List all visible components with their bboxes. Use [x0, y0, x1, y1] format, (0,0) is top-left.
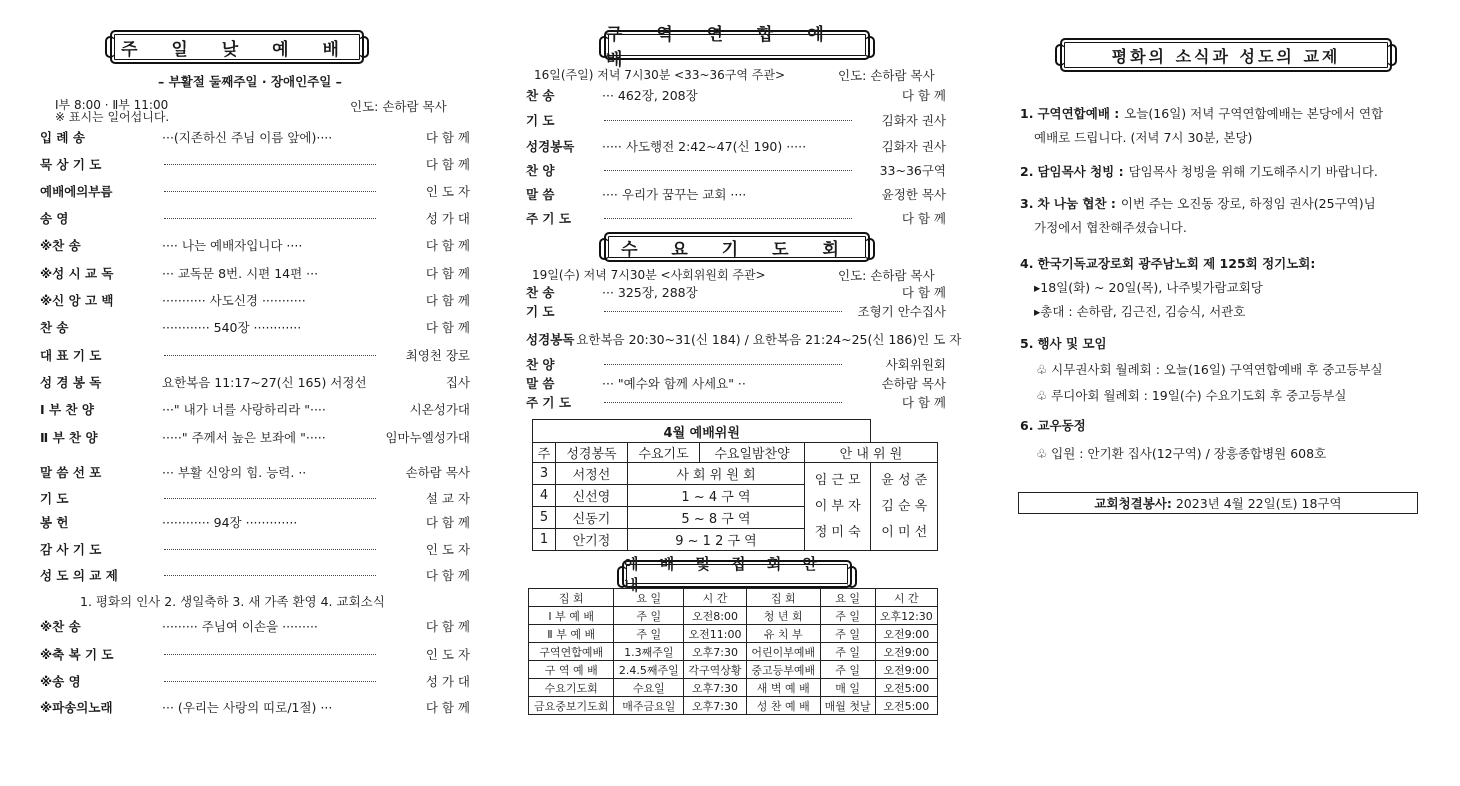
schedule-cell: 매월 첫날: [820, 697, 875, 715]
committee-header: 안 내 위 원: [804, 443, 937, 463]
schedule-cell: 중고등부예배: [746, 661, 820, 679]
committee-cell: 사 회 위 원 회: [628, 463, 805, 485]
wednesday-order-row: [526, 330, 962, 348]
news-item-number: 1.: [1020, 106, 1034, 121]
news-item: [1020, 162, 1378, 180]
schedule-cell: 오전9:00: [875, 643, 937, 661]
fellowship-note: 1. 평화의 인사 2. 생일축하 3. 새 가족 환영 4. 교회소식: [80, 594, 385, 609]
order-person: 다 함 께: [425, 515, 470, 530]
order-person: 다 함 께: [425, 320, 470, 335]
sunday-leader: 인도: 손하람 목사: [350, 99, 447, 114]
order-label: 성 경 봉 독: [40, 375, 102, 390]
order-person: 다 함 께: [425, 130, 470, 145]
order-person: 윤정한 목사: [881, 187, 946, 202]
order-person: 시온성가대: [409, 402, 470, 417]
order-label: ※찬 송: [40, 619, 81, 634]
sunday-service-title: 주 일 낮 예 배: [110, 30, 364, 64]
order-detail: 요한복음 20:30~31(신 184) / 요한복음 21:24~25(신 186): [576, 332, 918, 347]
usher-name: 김 순 옥: [881, 498, 928, 514]
standing-note: ※ 표시는 일어섭니다.: [55, 110, 170, 124]
schedule-cell: 청 년 회: [746, 607, 820, 625]
usher-name: 이 부 자: [814, 498, 861, 514]
committee-table: [532, 419, 938, 551]
sunday-order-row: [40, 489, 470, 507]
order-label: ※송 영: [40, 674, 81, 689]
news-item: [1020, 194, 1376, 212]
district-service-meta: 16일(주일) 저녁 7시30분 <33~36구역 주관>: [534, 68, 786, 82]
schedule-cell: 1.3째주일: [614, 643, 684, 661]
cleaning-box: [1018, 492, 1418, 514]
schedule-header: 요 일: [614, 589, 684, 607]
order-detail: ·····" 주께서 높은 보좌에 "·····: [162, 430, 326, 445]
order-person: 다 함 께: [425, 619, 470, 634]
order-label: 예배에의부름: [40, 184, 113, 199]
news-title: 평화의 소식과 성도의 교제: [1060, 38, 1392, 72]
schedule-cell: 유 치 부: [746, 625, 820, 643]
order-label: 주 기 도: [526, 395, 571, 410]
news-item-number: 3.: [1020, 196, 1034, 211]
order-label: ※신 앙 고 백: [40, 293, 114, 308]
order-label: 성 도 의 교 제: [40, 568, 118, 583]
order-detail: ····· 사도행전 2:42~47(신 190) ·····: [602, 139, 807, 154]
wednesday-order-row: [526, 374, 946, 392]
order-person: 다 함 께: [901, 88, 946, 103]
committee-cell: 4: [533, 485, 556, 507]
order-label: 찬 양: [526, 163, 555, 178]
order-detail: [164, 355, 376, 356]
schedule-cell: 오후7:30: [684, 697, 747, 715]
order-person: 최영천 장로: [405, 348, 470, 363]
schedule-cell: Ⅱ 부 예 배: [529, 625, 614, 643]
district-order-row: [526, 111, 946, 129]
committee-cell: 안기정: [555, 529, 627, 551]
schedule-cell: 오후12:30: [875, 607, 937, 625]
schedule-header: 시 간: [875, 589, 937, 607]
order-detail: [164, 218, 376, 219]
news-item-text: 오늘(16일) 저녁 구역연합예배는 본당에서 연합: [1124, 106, 1384, 121]
order-label: ※찬 송: [40, 238, 81, 253]
news-item-text-cont: 예배로 드립니다. (저녁 7시 30분, 본당): [1034, 130, 1253, 145]
committee-cell: 서정선: [555, 463, 627, 485]
order-label: ※파송의노래: [40, 700, 113, 715]
order-person: 다 함 께: [901, 211, 946, 226]
order-detail: ··· "예수와 함께 사세요" ··: [602, 376, 746, 391]
news-item-number: 4.: [1020, 256, 1034, 271]
news-item-number: 6.: [1020, 418, 1034, 433]
schedule-header: 요 일: [820, 589, 875, 607]
order-detail: [164, 575, 376, 576]
wednesday-order-row: [526, 393, 946, 411]
news-item: [1020, 416, 1091, 434]
district-order-row: [526, 209, 946, 227]
order-detail: [604, 364, 842, 365]
order-person: 집사: [445, 375, 470, 390]
order-person: 인 도 자: [425, 647, 470, 662]
order-label: 찬 양: [526, 357, 555, 372]
news-item-number: 2.: [1020, 164, 1034, 179]
schedule-title: 예 배 및 집 회 안 내: [622, 560, 852, 588]
order-label: 성경봉독: [526, 139, 575, 154]
sunday-order-row: [40, 128, 470, 146]
order-person: 임마누엘성가대: [385, 430, 470, 445]
committee-cell: 신동기: [555, 507, 627, 529]
order-person: 성 가 대: [425, 211, 470, 226]
order-label: Ⅱ 부 찬 양: [40, 430, 98, 445]
order-person: 인 도 자: [425, 184, 470, 199]
committee-cell: 신선영: [555, 485, 627, 507]
sunday-order-row: [40, 291, 470, 309]
sunday-order-row: [40, 264, 470, 282]
schedule-cell: 2.4.5째주일: [614, 661, 684, 679]
order-detail: [164, 549, 376, 550]
district-service-title: 구 역 연 합 예 배: [604, 30, 870, 60]
sunday-order-row: [40, 318, 470, 336]
order-person: 성 가 대: [425, 674, 470, 689]
order-detail: ··· 교독문 8번. 시편 14편 ···: [162, 266, 319, 281]
news-item: [1020, 334, 1112, 352]
sunday-order-row: [40, 182, 470, 200]
order-label: 봉 헌: [40, 515, 69, 530]
committee-header: 수요일밤찬양: [700, 443, 805, 463]
order-label: ※성 시 교 독: [40, 266, 114, 281]
committee-cell: 5 ~ 8 구 역: [628, 507, 805, 529]
order-person: 사회위원회: [885, 357, 946, 372]
news-item-heading: 구역연합예배 :: [1037, 106, 1120, 121]
district-service-leader: 인도: 손하람 목사: [838, 68, 935, 83]
service-times: Ⅰ부 8:00 · Ⅱ부 11:00: [55, 98, 169, 112]
presbytery-delegates: ▸총대 : 손하람, 김근진, 김승식, 서관호: [1034, 304, 1246, 319]
event-line: ♧ 시무권사회 월례회 : 오늘(16일) 구역연합예배 후 중고등부실: [1036, 362, 1383, 377]
order-label: 기 도: [40, 491, 69, 506]
schedule-cell: 매주금요일: [614, 697, 684, 715]
order-label: 말 씀: [526, 376, 555, 391]
order-label: 기 도: [526, 113, 555, 128]
order-detail: ··········· 사도신경 ···········: [162, 293, 306, 308]
schedule-cell: 오후7:30: [684, 643, 747, 661]
order-person: 인 도 자: [425, 542, 470, 557]
order-person: 설 교 자: [425, 491, 470, 506]
schedule-cell: 주 일: [820, 607, 875, 625]
order-person: 손하람 목사: [881, 376, 946, 391]
wednesday-order-row: [526, 283, 946, 301]
order-person: 다 함 께: [901, 395, 946, 410]
district-order-row: [526, 185, 946, 203]
order-detail: ··· 부활 신앙의 힘. 능력. ··: [162, 465, 307, 480]
wednesday-prayer-title: 수 요 기 도 회: [604, 232, 870, 262]
news-item-heading: 행사 및 모임: [1037, 336, 1107, 351]
committee-cell: 5: [533, 507, 556, 529]
order-detail: [164, 164, 376, 165]
order-label: 찬 송: [526, 88, 555, 103]
news-item: [1020, 104, 1383, 122]
order-label: 찬 송: [526, 285, 555, 300]
schedule-cell: 오전8:00: [684, 607, 747, 625]
order-detail: ············ 94장 ·············: [162, 515, 298, 530]
order-label: 말 씀 선 포: [40, 465, 102, 480]
order-detail: [604, 218, 852, 219]
sunday-order-row: [40, 346, 470, 364]
sunday-order-row: [40, 428, 470, 446]
order-person: 다 함 께: [425, 700, 470, 715]
schedule-cell: 오전5:00: [875, 697, 937, 715]
wednesday-leader: 인도: 손하람 목사: [838, 268, 935, 283]
schedule-cell: 금요중보기도회: [529, 697, 614, 715]
order-detail: 요한복음 11:17~27(신 165) 서정선: [162, 375, 367, 390]
order-label: 주 기 도: [526, 211, 571, 226]
order-detail: [164, 191, 376, 192]
order-person: 다 함 께: [425, 157, 470, 172]
committee-header: 주: [533, 443, 556, 463]
order-detail: [604, 311, 842, 312]
usher-name: 윤 성 준: [881, 472, 928, 488]
order-person: 다 함 께: [425, 568, 470, 583]
news-item-heading: 교우동정: [1037, 418, 1086, 433]
schedule-cell: 주 일: [820, 661, 875, 679]
order-person: 김화자 권사: [881, 139, 946, 154]
wednesday-order-row: [526, 302, 946, 320]
order-label: 입 례 송: [40, 130, 85, 145]
order-detail: [604, 402, 842, 403]
order-detail: ···" 내가 너를 사랑하리라 "····: [162, 402, 326, 417]
order-detail: ···(지존하신 주님 이름 앞에)····: [162, 130, 333, 145]
order-detail: ···· 나는 예배자입니다 ····: [162, 238, 303, 253]
district-order-row: [526, 86, 946, 104]
order-person: 다 함 께: [425, 238, 470, 253]
committee-cell: 1: [533, 529, 556, 551]
schedule-cell: 성 찬 예 배: [746, 697, 820, 715]
order-label: 찬 송: [40, 320, 69, 335]
sunday-order-row: [40, 540, 470, 558]
committee-cell: 3: [533, 463, 556, 485]
committee-cell: 1 ~ 4 구 역: [628, 485, 805, 507]
order-detail: [164, 498, 376, 499]
order-label: 감 사 기 도: [40, 542, 102, 557]
order-label: 말 씀: [526, 187, 555, 202]
order-label: 묵 상 기 도: [40, 157, 102, 172]
order-label: 송 영: [40, 211, 69, 226]
sunday-order-row: [40, 373, 470, 391]
sunday-order-row: [40, 513, 470, 531]
schedule-header: 시 간: [684, 589, 747, 607]
schedule-cell: 매 일: [820, 679, 875, 697]
event-line: ♧ 루디아회 월례회 : 19일(수) 수요기도회 후 중고등부실: [1036, 388, 1347, 403]
order-person: 김화자 권사: [881, 113, 946, 128]
sunday-order-row: [40, 566, 470, 584]
sunday-order-row: [40, 645, 470, 663]
order-detail: [164, 654, 376, 655]
news-item-text: 이번 주는 오진동 장로, 하정임 권사(25구역)님: [1120, 196, 1376, 211]
member-news: ♧ 입원 : 안기환 집사(12구역) / 장흥종합병원 608호: [1036, 446, 1327, 461]
sunday-order-row: [40, 672, 470, 690]
schedule-header: 집 회: [529, 589, 614, 607]
schedule-cell: 주 일: [820, 643, 875, 661]
news-item-heading: 차 나눔 협찬 :: [1037, 196, 1116, 211]
order-person: 손하람 목사: [405, 465, 470, 480]
order-label: 기 도: [526, 304, 555, 319]
schedule-cell: 오전11:00: [684, 625, 747, 643]
order-detail: ···· 우리가 꿈꾸는 교회 ····: [602, 187, 747, 202]
usher-name: 정 미 숙: [814, 524, 861, 540]
news-item-heading: 담임목사 청빙 :: [1037, 164, 1124, 179]
schedule-cell: 구역연합예배: [529, 643, 614, 661]
wednesday-order-row: [526, 355, 946, 373]
sunday-order-row: [40, 209, 470, 227]
order-detail: ··· (우리는 사랑의 띠로/1절) ···: [162, 700, 333, 715]
cleaning-label: 교회청결봉사:: [1094, 496, 1172, 511]
schedule-table: [528, 588, 938, 715]
order-person: 다 함 께: [425, 266, 470, 281]
news-item-text-cont: 가정에서 협찬해주셨습니다.: [1034, 220, 1187, 235]
committee-header: 수요기도: [628, 443, 700, 463]
news-item-text: 담임목사 청빙을 위해 기도해주시기 바랍니다.: [1128, 164, 1378, 179]
sunday-order-row: [40, 236, 470, 254]
usher-name: 임 근 모: [814, 472, 861, 488]
cleaning-date: 2023년 4월 22일(토) 18구역: [1175, 496, 1342, 511]
sunday-order-row: [40, 155, 470, 173]
schedule-cell: 주 일: [614, 607, 684, 625]
committee-cell: 9 ~ 1 2 구 역: [628, 529, 805, 551]
schedule-cell: 오전5:00: [875, 679, 937, 697]
news-item-heading: 한국기독교장로회 광주남노회 제 125회 정기노회:: [1037, 256, 1316, 271]
sunday-order-row: [40, 463, 470, 481]
order-label: 성경봉독: [526, 332, 575, 347]
schedule-cell: 오후7:30: [684, 679, 747, 697]
order-person: 조형기 안수집사: [857, 304, 946, 319]
usher-name: 이 미 선: [881, 524, 928, 540]
order-person: 인 도 자: [917, 332, 962, 347]
order-person: 다 함 께: [425, 293, 470, 308]
schedule-cell: 오전9:00: [875, 661, 937, 679]
news-item: [1020, 254, 1320, 272]
schedule-cell: 구 역 예 배: [529, 661, 614, 679]
news-item-number: 5.: [1020, 336, 1034, 351]
schedule-cell: 수요일: [614, 679, 684, 697]
schedule-cell: 새 벽 예 배: [746, 679, 820, 697]
order-detail: ··· 325장, 288장: [602, 285, 698, 300]
sunday-order-row: [40, 617, 470, 635]
order-label: ※축 복 기 도: [40, 647, 114, 662]
sunday-subtitle: – 부활절 둘째주일 · 장애인주일 –: [158, 74, 342, 89]
order-detail: [164, 681, 376, 682]
order-label: Ⅰ 부 찬 양: [40, 402, 94, 417]
schedule-cell: 어린이부예배: [746, 643, 820, 661]
district-order-row: [526, 137, 946, 155]
schedule-cell: 오전9:00: [875, 625, 937, 643]
order-detail: [604, 170, 852, 171]
committee-title: 4월 예배위원: [533, 420, 871, 443]
schedule-cell: 주 일: [614, 625, 684, 643]
order-person: 33~36구역: [879, 163, 946, 178]
committee-header: 성경봉독: [555, 443, 627, 463]
schedule-header: 집 회: [746, 589, 820, 607]
schedule-cell: 주 일: [820, 625, 875, 643]
order-detail: ··· 462장, 208장: [602, 88, 698, 103]
usher-column-1: [804, 463, 871, 551]
schedule-cell: 각구역상황: [684, 661, 747, 679]
district-order-row: [526, 161, 946, 179]
sunday-order-row: [40, 698, 470, 716]
order-label: 대 표 기 도: [40, 348, 102, 363]
sunday-order-row: [40, 400, 470, 418]
order-person: 다 함 께: [901, 285, 946, 300]
order-detail: ········· 주님여 이손을 ·········: [162, 619, 318, 634]
order-detail: [604, 120, 852, 121]
presbytery-dates: ▸18일(화) ~ 20일(목), 나주빛가람교회당: [1034, 280, 1263, 295]
order-detail: ············ 540장 ············: [162, 320, 302, 335]
schedule-cell: 수요기도회: [529, 679, 614, 697]
schedule-cell: Ⅰ 부 예 배: [529, 607, 614, 625]
usher-column-2: [871, 463, 938, 551]
wednesday-meta: 19일(수) 저녁 7시30분 <사회위원회 주관>: [532, 268, 766, 282]
